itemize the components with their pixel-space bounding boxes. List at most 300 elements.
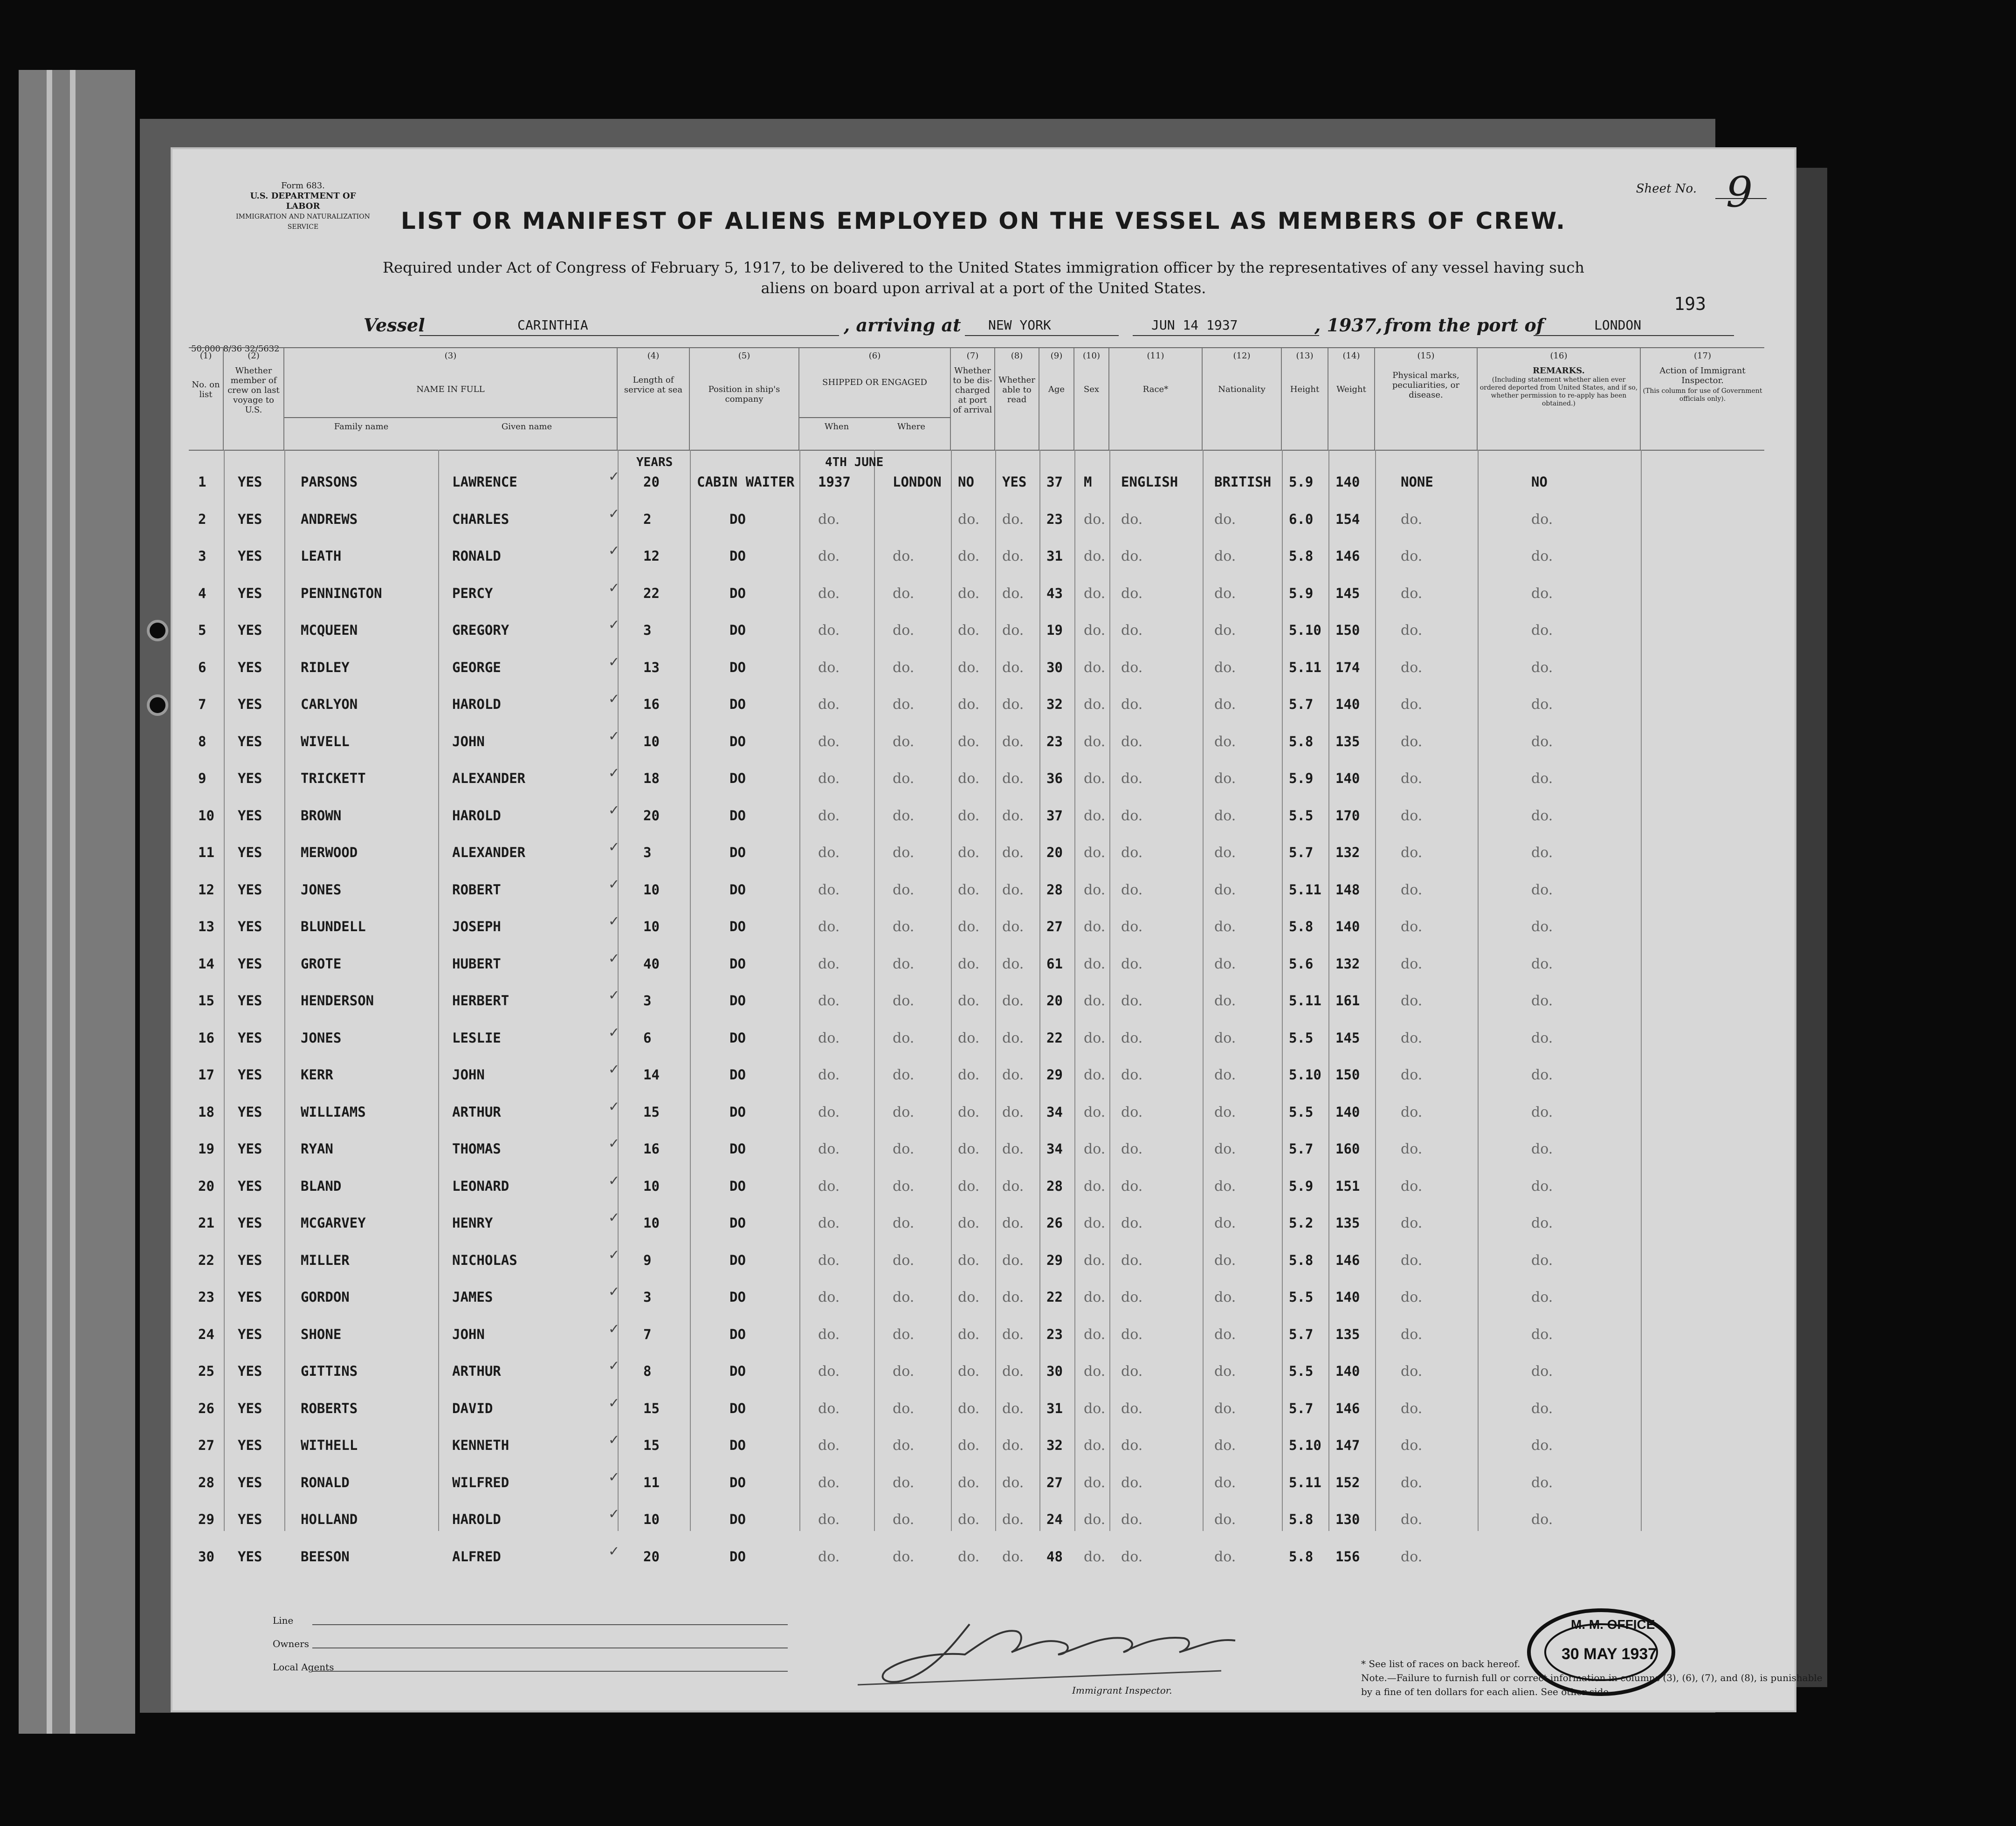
cell-position: DO — [729, 733, 746, 749]
cell-able-to-read: do. — [1002, 511, 1024, 528]
cell-discharged: do. — [958, 1437, 980, 1454]
cell-discharged: NO — [958, 474, 974, 490]
cell-shipped-where: do. — [893, 1141, 915, 1157]
cell-family-name: GORDON — [301, 1289, 350, 1305]
cell-remarks: do. — [1531, 1363, 1553, 1380]
cell-given-name: JOSEPH — [452, 919, 501, 934]
cell-row-number: 18 — [198, 1104, 214, 1120]
cell-physical-marks: do. — [1401, 733, 1423, 750]
col-num-10: (10) — [1083, 351, 1100, 361]
cell-sex: do. — [1084, 844, 1106, 861]
cell-shipped-when: do. — [818, 1215, 840, 1231]
cell-race: ENGLISH — [1121, 474, 1178, 490]
cell-service-length: 22 — [643, 585, 660, 601]
cell-race: do. — [1121, 1326, 1143, 1343]
cell-given-name: DAVID — [452, 1400, 493, 1416]
checkmark-icon: ✓ — [608, 1209, 620, 1225]
cell-shipped-where: do. — [893, 1400, 915, 1417]
cell-position: DO — [729, 1548, 746, 1565]
cell-able-to-read: do. — [1002, 993, 1024, 1009]
cell-previous-voyage: YES — [238, 1067, 262, 1083]
cell-discharged: do. — [958, 585, 980, 602]
cell-row-number: 19 — [198, 1141, 214, 1157]
cell-nationality: do. — [1214, 844, 1236, 861]
checkmark-icon: ✓ — [608, 1506, 620, 1522]
cell-able-to-read: do. — [1002, 1437, 1024, 1454]
cell-given-name: LAWRENCE — [452, 474, 517, 490]
cell-position: DO — [729, 1363, 746, 1379]
cell-family-name: SHONE — [301, 1326, 342, 1342]
cell-sex: do. — [1084, 1030, 1106, 1046]
cell-given-name: ALFRED — [452, 1548, 501, 1565]
checkmark-icon: ✓ — [608, 1320, 620, 1337]
col-label-1: No. on list — [192, 380, 220, 399]
cell-family-name: PENNINGTON — [301, 585, 382, 601]
cell-age: 37 — [1046, 807, 1063, 824]
cell-height: 5.9 — [1289, 770, 1314, 786]
cell-able-to-read: do. — [1002, 881, 1024, 898]
cell-height: 5.5 — [1289, 1030, 1314, 1046]
table-row — [189, 612, 1764, 649]
cell-previous-voyage: YES — [238, 622, 262, 638]
cell-shipped-when: do. — [818, 1474, 840, 1491]
cell-shipped-where: do. — [893, 1252, 915, 1269]
cell-race: do. — [1121, 1104, 1143, 1120]
col-header-race — [1109, 347, 1203, 450]
cell-age: 32 — [1046, 1437, 1063, 1453]
local-agents-label: Local Agents — [273, 1661, 334, 1673]
cell-weight: 150 — [1335, 1067, 1360, 1083]
cell-previous-voyage: YES — [238, 511, 262, 527]
cell-discharged: do. — [958, 1326, 980, 1343]
cell-remarks: do. — [1531, 807, 1553, 824]
cell-sex: do. — [1084, 1400, 1106, 1417]
col-label-16-note: (Including statement whether alien ever ordered deported from United States, and if so, whether permission to re-apply has been obtained.) — [1479, 376, 1638, 407]
cell-weight: 140 — [1335, 696, 1360, 712]
cell-position: DO — [729, 511, 746, 527]
cell-age: 27 — [1046, 1474, 1063, 1490]
checkmark-icon: ✓ — [608, 691, 620, 707]
cell-height: 5.7 — [1289, 1141, 1314, 1157]
cell-physical-marks: do. — [1401, 919, 1423, 935]
checkmark-icon: ✓ — [608, 1358, 620, 1373]
sheet-number-label: Sheet No. — [1636, 182, 1697, 196]
cell-able-to-read: YES — [1002, 474, 1027, 490]
cell-given-name: THOMAS — [452, 1141, 501, 1157]
cell-physical-marks: do. — [1401, 1252, 1423, 1269]
page-subtitle — [326, 257, 1641, 298]
cell-previous-voyage: YES — [238, 548, 262, 564]
cell-sex: do. — [1084, 585, 1106, 602]
cell-race: do. — [1121, 1363, 1143, 1380]
cell-previous-voyage: YES — [238, 1178, 262, 1194]
cell-nationality: do. — [1214, 1511, 1236, 1528]
cell-sex: do. — [1084, 1215, 1106, 1231]
cell-nationality: do. — [1214, 1252, 1236, 1269]
cell-nationality: BRITISH — [1214, 474, 1272, 490]
cell-family-name: BLAND — [301, 1178, 342, 1194]
col-label-16: REMARKS. — [1533, 366, 1585, 376]
cell-service-length: 8 — [643, 1363, 652, 1379]
cell-previous-voyage: YES — [238, 474, 262, 490]
cell-discharged: do. — [958, 807, 980, 824]
checkmark-icon: ✓ — [608, 950, 620, 966]
col-num-1: (1) — [200, 351, 212, 361]
cell-able-to-read: do. — [1002, 919, 1024, 935]
cell-position: DO — [729, 1511, 746, 1527]
cell-age: 48 — [1046, 1548, 1063, 1565]
cell-weight: 146 — [1335, 1400, 1360, 1416]
cell-able-to-read: do. — [1002, 770, 1024, 787]
cell-discharged: do. — [958, 622, 980, 638]
cell-shipped-when: do. — [818, 1437, 840, 1454]
cell-nationality: do. — [1214, 1141, 1236, 1157]
manifest-sheet — [172, 149, 1823, 1710]
cell-sex: do. — [1084, 1067, 1106, 1083]
cell-given-name: RONALD — [452, 548, 501, 564]
cell-sex: do. — [1084, 1548, 1106, 1565]
col-num-9: (9) — [1050, 351, 1063, 361]
cell-able-to-read: do. — [1002, 1141, 1024, 1157]
cell-nationality: do. — [1214, 993, 1236, 1009]
col-header-weight — [1328, 347, 1375, 450]
cell-service-length: 18 — [643, 770, 660, 786]
cell-nationality: do. — [1214, 1104, 1236, 1120]
col-label-given: Given name — [501, 422, 552, 432]
cell-shipped-when: do. — [818, 919, 840, 935]
cell-remarks: do. — [1531, 696, 1553, 713]
cell-able-to-read: do. — [1002, 1252, 1024, 1269]
cell-row-number: 7 — [198, 696, 206, 712]
cell-shipped-when: do. — [818, 844, 840, 861]
cell-discharged: do. — [958, 1104, 980, 1120]
cell-shipped-where: do. — [893, 622, 915, 638]
cell-shipped-where: do. — [893, 844, 915, 861]
cell-family-name: BEESON — [301, 1548, 350, 1565]
cell-sex: do. — [1084, 1511, 1106, 1528]
cell-previous-voyage: YES — [238, 1326, 262, 1342]
cell-weight: 148 — [1335, 881, 1360, 898]
stamp-date: 30 MAY 1937 — [1562, 1645, 1657, 1663]
cell-previous-voyage: YES — [238, 1548, 262, 1565]
cell-shipped-where: do. — [893, 1474, 915, 1491]
cell-position: CABIN WAITER — [697, 474, 795, 490]
cell-shipped-when: do. — [818, 696, 840, 713]
cell-service-length: 11 — [643, 1474, 660, 1490]
cell-height: 5.5 — [1289, 1104, 1314, 1120]
cell-nationality: do. — [1214, 1474, 1236, 1491]
cell-family-name: WIVELL — [301, 733, 350, 749]
cell-physical-marks: do. — [1401, 1400, 1423, 1417]
cell-discharged: do. — [958, 1030, 980, 1046]
cell-nationality: do. — [1214, 955, 1236, 972]
cell-family-name: KERR — [301, 1067, 333, 1083]
checkmark-icon: ✓ — [608, 468, 620, 484]
cell-previous-voyage: YES — [238, 733, 262, 749]
cell-given-name: HAROLD — [452, 696, 501, 712]
cell-remarks: do. — [1531, 1215, 1553, 1231]
col-header-position — [690, 347, 799, 450]
table-row — [189, 538, 1764, 575]
col-num-14: (14) — [1342, 351, 1360, 361]
cell-age: 37 — [1046, 474, 1063, 490]
cell-service-length: 10 — [643, 733, 660, 749]
checkmark-icon: ✓ — [608, 1469, 620, 1485]
cell-age: 30 — [1046, 1363, 1063, 1379]
cell-discharged: do. — [958, 1141, 980, 1157]
cell-position: DO — [729, 1289, 746, 1305]
cell-height: 5.10 — [1289, 1067, 1321, 1083]
cell-height: 6.0 — [1289, 511, 1314, 527]
cell-able-to-read: do. — [1002, 733, 1024, 750]
cell-family-name: MCQUEEN — [301, 622, 358, 638]
cell-shipped-when: do. — [818, 511, 840, 528]
cell-given-name: LESLIE — [452, 1030, 501, 1046]
cell-position: DO — [729, 622, 746, 638]
table-row — [189, 723, 1764, 761]
cell-row-number: 28 — [198, 1474, 214, 1490]
cell-remarks: do. — [1531, 1104, 1553, 1120]
origin-port: LONDON — [1594, 317, 1642, 333]
cell-family-name: RIDLEY — [301, 659, 350, 675]
cell-discharged: do. — [958, 1511, 980, 1528]
checkmark-icon: ✓ — [608, 839, 620, 855]
col-num-11: (11) — [1147, 351, 1164, 361]
cell-shipped-when: do. — [818, 955, 840, 972]
cell-shipped-when: do. — [818, 1400, 840, 1417]
cell-nationality: do. — [1214, 511, 1236, 528]
cell-age: 27 — [1046, 919, 1063, 934]
cell-remarks: do. — [1531, 585, 1553, 602]
cell-family-name: MERWOOD — [301, 844, 358, 860]
cell-position: DO — [729, 1141, 746, 1157]
cell-able-to-read: do. — [1002, 696, 1024, 713]
cell-family-name: BLUNDELL — [301, 919, 366, 934]
cell-physical-marks: NONE — [1401, 474, 1433, 490]
cell-family-name: JONES — [301, 1030, 342, 1046]
cell-sex: do. — [1084, 807, 1106, 824]
cell-nationality: do. — [1214, 622, 1236, 638]
cell-sex: do. — [1084, 1474, 1106, 1491]
cell-race: do. — [1121, 696, 1143, 713]
cell-given-name: JOHN — [452, 1326, 485, 1342]
cell-given-name: HENRY — [452, 1215, 493, 1231]
cell-height: 5.9 — [1289, 585, 1314, 601]
cell-sex: do. — [1084, 548, 1106, 564]
binder-hole — [147, 694, 168, 716]
cell-row-number: 9 — [198, 770, 206, 786]
cell-nationality: do. — [1214, 1326, 1236, 1343]
cell-given-name: GREGORY — [452, 622, 509, 638]
cell-nationality: do. — [1214, 733, 1236, 750]
cell-weight: 146 — [1335, 1252, 1360, 1268]
sheet-number: 9 — [1726, 168, 1753, 217]
cell-previous-voyage: YES — [238, 1104, 262, 1120]
cell-shipped-where: do. — [893, 1363, 915, 1380]
table-row — [189, 649, 1764, 686]
cell-shipped-when: do. — [818, 1289, 840, 1305]
cell-family-name: HENDERSON — [301, 993, 374, 1009]
checkmark-icon: ✓ — [608, 1543, 620, 1559]
cell-row-number: 13 — [198, 919, 214, 934]
col-num-17: (17) — [1694, 351, 1711, 361]
cell-discharged: do. — [958, 548, 980, 564]
cell-able-to-read: do. — [1002, 1067, 1024, 1083]
cell-age: 31 — [1046, 548, 1063, 564]
cell-race: do. — [1121, 622, 1143, 638]
cell-shipped-where: do. — [893, 1067, 915, 1083]
cell-given-name: KENNETH — [452, 1437, 509, 1453]
cell-nationality: do. — [1214, 919, 1236, 935]
cell-able-to-read: do. — [1002, 548, 1024, 564]
header-bottom-rule — [189, 450, 1764, 451]
cell-given-name: ARTHUR — [452, 1363, 501, 1379]
cell-service-length: 20 — [643, 807, 660, 824]
cell-previous-voyage: YES — [238, 1289, 262, 1305]
cell-age: 23 — [1046, 1326, 1063, 1342]
col-header-name — [284, 347, 618, 450]
col-label-17-note: (This column for use of Government officials only). — [1643, 387, 1762, 403]
cell-discharged: do. — [958, 1178, 980, 1194]
cell-physical-marks: do. — [1401, 993, 1423, 1009]
cell-sex: do. — [1084, 1104, 1106, 1120]
checkmark-icon: ✓ — [608, 1135, 620, 1151]
cell-family-name: TRICKETT — [301, 770, 366, 786]
cell-shipped-where: do. — [893, 1178, 915, 1194]
cell-family-name: ROBERTS — [301, 1400, 358, 1416]
cell-weight: 170 — [1335, 807, 1360, 824]
cell-position: DO — [729, 585, 746, 601]
cell-age: 26 — [1046, 1215, 1063, 1231]
cell-age: 28 — [1046, 1178, 1063, 1194]
cell-shipped-when: do. — [818, 881, 840, 898]
cell-physical-marks: do. — [1401, 1215, 1423, 1231]
cell-physical-marks: do. — [1401, 1178, 1423, 1194]
cell-sex: do. — [1084, 696, 1106, 713]
cell-shipped-when: do. — [818, 770, 840, 787]
cell-discharged: do. — [958, 1252, 980, 1269]
owners-label: Owners — [273, 1638, 310, 1649]
cell-shipped-when: do. — [818, 993, 840, 1009]
cell-physical-marks: do. — [1401, 1548, 1423, 1565]
cell-race: do. — [1121, 881, 1143, 898]
department-name: U.S. DEPARTMENT OF LABOR — [250, 191, 356, 211]
cell-service-length: 2 — [643, 511, 652, 527]
crew-table — [189, 347, 1764, 1596]
cell-shipped-where: do. — [893, 659, 915, 676]
cell-able-to-read: do. — [1002, 955, 1024, 972]
cell-sex: do. — [1084, 733, 1106, 750]
cell-previous-voyage: YES — [238, 844, 262, 860]
cell-sex: M — [1084, 474, 1092, 490]
cell-weight: 146 — [1335, 548, 1360, 564]
checkmark-icon: ✓ — [608, 579, 620, 596]
checkmark-icon: ✓ — [608, 1061, 620, 1077]
cell-remarks: do. — [1531, 770, 1553, 787]
cell-given-name: PERCY — [452, 585, 493, 601]
cell-discharged: do. — [958, 1548, 980, 1565]
cell-weight: 135 — [1335, 1326, 1360, 1342]
cell-remarks: do. — [1531, 919, 1553, 935]
cell-previous-voyage: YES — [238, 1400, 262, 1416]
col-label-9: Age — [1048, 384, 1065, 394]
cell-discharged: do. — [958, 844, 980, 861]
table-row — [189, 464, 1764, 501]
cell-shipped-when: do. — [818, 1141, 840, 1157]
checkmark-icon: ✓ — [608, 542, 620, 558]
cell-nationality: do. — [1214, 1030, 1236, 1046]
cell-service-length: 14 — [643, 1067, 660, 1083]
cell-previous-voyage: YES — [238, 807, 262, 824]
col-num-8: (8) — [1011, 351, 1023, 361]
cell-position: DO — [729, 919, 746, 934]
cell-race: do. — [1121, 511, 1143, 528]
cell-service-length: 20 — [643, 474, 660, 490]
cell-sex: do. — [1084, 1363, 1106, 1380]
cell-sex: do. — [1084, 659, 1106, 676]
cell-position: DO — [729, 770, 746, 786]
voyage-line — [172, 315, 1795, 343]
cell-sex: do. — [1084, 919, 1106, 935]
cell-sex: do. — [1084, 881, 1106, 898]
cell-position: DO — [729, 955, 746, 972]
cell-row-number: 25 — [198, 1363, 214, 1379]
col-label-10: Sex — [1083, 384, 1100, 394]
cell-physical-marks: do. — [1401, 548, 1423, 564]
cell-shipped-where: do. — [893, 585, 915, 602]
col-label-when: When — [824, 422, 849, 432]
cell-race: do. — [1121, 1178, 1143, 1194]
cell-race: do. — [1121, 844, 1143, 861]
cell-sex: do. — [1084, 1252, 1106, 1269]
cell-family-name: MILLER — [301, 1252, 350, 1268]
vessel-name: CARINTHIA — [517, 317, 588, 333]
cell-service-length: 20 — [643, 1548, 660, 1565]
cell-physical-marks: do. — [1401, 1474, 1423, 1491]
cell-given-name: ALEXANDER — [452, 770, 526, 786]
col-label-15: Physical marks, peculiarities, or disease. — [1392, 371, 1460, 400]
col-header-previous — [224, 347, 284, 450]
cell-height: 5.2 — [1289, 1215, 1314, 1231]
binder-hole — [147, 620, 168, 641]
cell-able-to-read: do. — [1002, 585, 1024, 602]
cell-row-number: 6 — [198, 659, 206, 675]
cell-age: 31 — [1046, 1400, 1063, 1416]
col-header-service — [618, 347, 690, 450]
cell-weight: 132 — [1335, 955, 1360, 972]
cell-remarks: do. — [1531, 993, 1553, 1009]
inspector-label: Immigrant Inspector. — [1072, 1685, 1172, 1696]
cell-row-number: 12 — [198, 881, 214, 898]
table-row — [189, 1020, 1764, 1057]
cell-nationality: do. — [1214, 1363, 1236, 1380]
cell-row-number: 4 — [198, 585, 206, 601]
cell-row-number: 15 — [198, 993, 214, 1009]
cell-physical-marks: do. — [1401, 1363, 1423, 1380]
cell-height: 5.7 — [1289, 844, 1314, 860]
cell-remarks: do. — [1531, 1178, 1553, 1194]
cell-previous-voyage: YES — [238, 1252, 262, 1268]
cell-age: 22 — [1046, 1289, 1063, 1305]
cell-sex: do. — [1084, 955, 1106, 972]
arrival-port: NEW YORK — [988, 317, 1051, 333]
cell-nationality: do. — [1214, 585, 1236, 602]
cell-physical-marks: do. — [1401, 1437, 1423, 1454]
cell-position: DO — [729, 548, 746, 564]
cell-physical-marks: do. — [1401, 1030, 1423, 1046]
col-label-3: NAME IN FULL — [416, 384, 485, 394]
vessel-label: Vessel — [364, 315, 425, 336]
